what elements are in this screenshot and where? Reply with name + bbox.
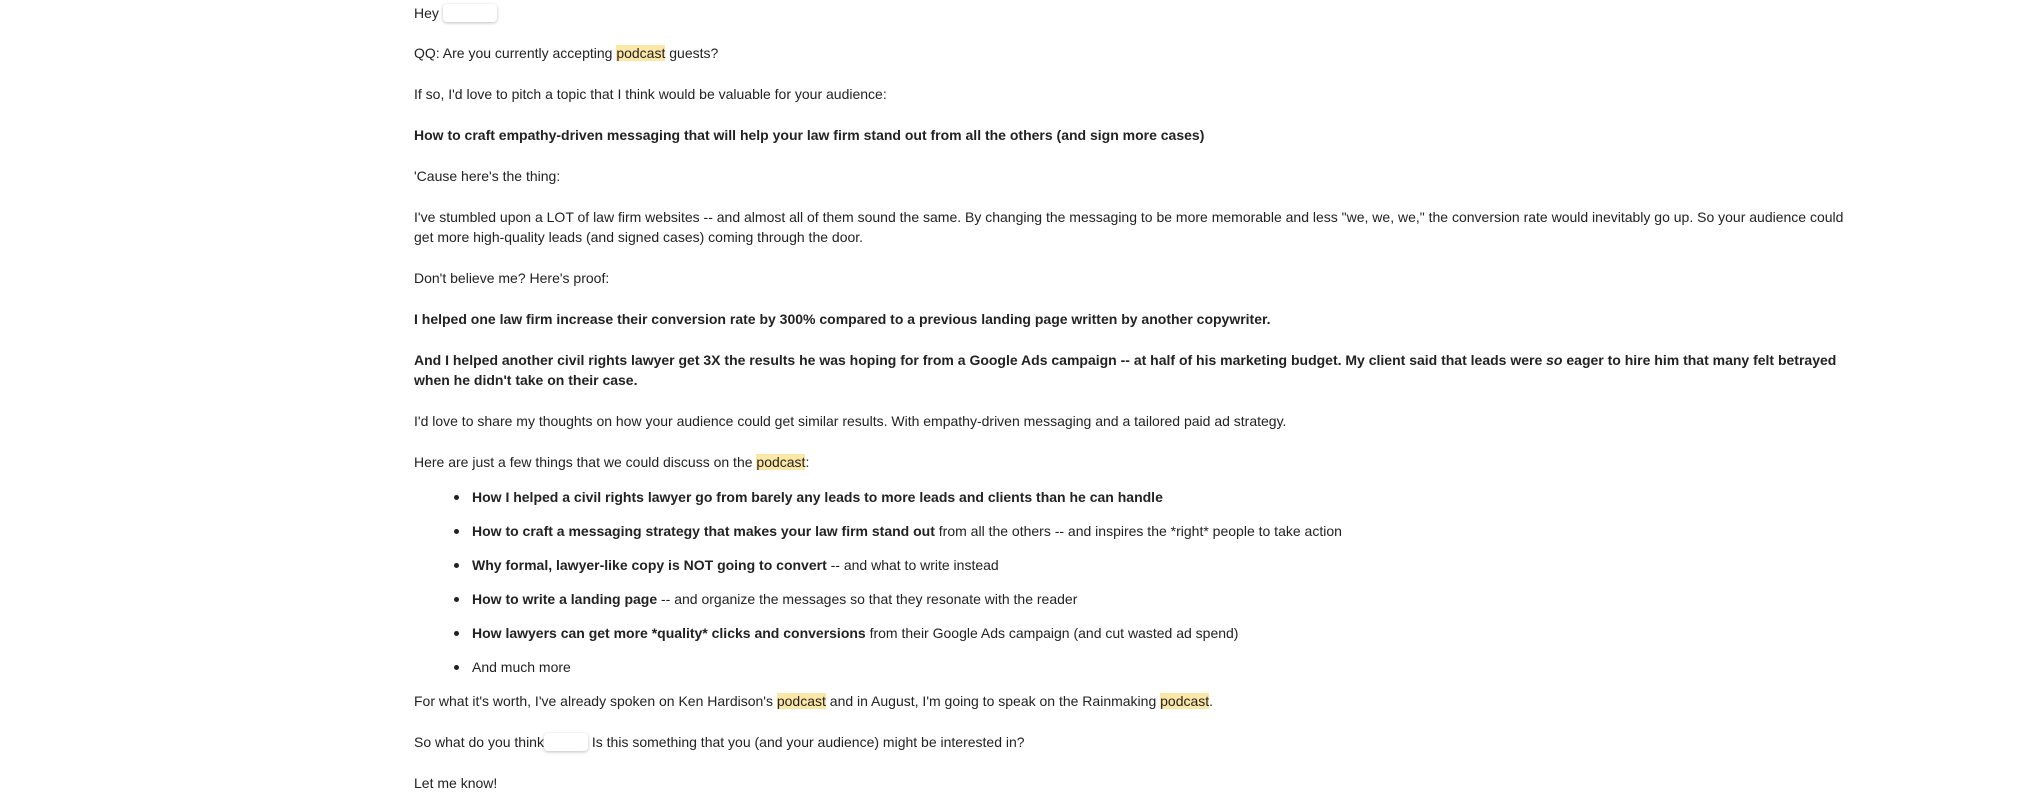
- list-item-bold: How lawyers can get more *quality* clicks and conversions: [472, 625, 866, 641]
- paragraph-cause: 'Cause here's the thing:: [414, 168, 561, 184]
- things-text-before: Here are just a few things that we could discuss on the: [414, 454, 757, 470]
- helped-another-italic: so: [1546, 352, 1563, 368]
- helped-another-part2: eager to hire him that many felt betrayed when he didn't take on their case.: [414, 352, 1837, 388]
- list-item: [472, 623, 1238, 643]
- paragraph-proof: Don't believe me? Here's proof:: [414, 270, 610, 286]
- list-item-bold: How to craft a messaging strategy that makes your law firm stand out: [472, 523, 935, 539]
- paragraph-stumbled: I've stumbled upon a LOT of law firm websites -- and almost all of them sound the same. By changing the messaging to be more memorable and less "we, we, we," the conversion rate would inevitably go up. So your audience could get more high-quality leads (and signed cases) coming through the door.: [414, 209, 1844, 245]
- paragraph-things: [414, 452, 809, 472]
- highlight-podcast: podcast: [776, 693, 826, 709]
- list-item-rest: -- and organize the messages so that they resonate with the reader: [657, 591, 1078, 607]
- paragraph-helped-one: I helped one law firm increase their conversion rate by 300% compared to a previous landing page written by another copywriter.: [414, 311, 1271, 327]
- highlight-podcast: podcast: [1160, 693, 1210, 709]
- list-item: [472, 487, 1163, 507]
- list-item-rest: -- and what to write instead: [826, 557, 999, 573]
- worth-part2: and in August, I'm going to speak on the Rainmaking: [825, 693, 1161, 709]
- list-item: [472, 589, 1077, 609]
- think-part2: Is this something that you (and your audience) might be interested in?: [587, 734, 1025, 750]
- paragraph-let-me-know: Let me know!: [414, 775, 498, 791]
- greeting-text: Hey: [414, 5, 439, 21]
- list-item-rest: And much more: [472, 659, 571, 675]
- worth-part3: .: [1209, 693, 1214, 709]
- worth-part1: For what it's worth, I've already spoken on Ken Hardison's: [414, 693, 777, 709]
- highlight-podcast: podcast: [756, 454, 806, 470]
- highlight-podcast: podcast: [616, 45, 666, 61]
- paragraph-worth: [414, 691, 1213, 711]
- list-item-bold: How to write a landing page: [472, 591, 658, 607]
- paragraph-share: I'd love to share my thoughts on how your audience could get similar results. With empathy-driven messaging and a tailored paid ad strategy.: [414, 413, 1287, 429]
- list-item: [472, 657, 571, 677]
- think-part1: So what do you think: [414, 734, 544, 750]
- helped-another-part1: And I helped another civil rights lawyer get 3X the results he was hoping for from a Google Ads campaign -- at half of his marketing budget. My client said that leads were: [414, 352, 1547, 368]
- things-text-after: :: [805, 454, 810, 470]
- paragraph-think: [414, 732, 1025, 752]
- paragraph-helped-another: [414, 350, 1844, 390]
- list-item: [472, 555, 999, 575]
- redacted-name: [544, 733, 588, 751]
- paragraph-topic: How to craft empathy-driven messaging that will help your law firm stand out from all the others (and sign more cases): [414, 127, 1205, 143]
- greeting-line: [414, 3, 497, 23]
- redacted-name: [443, 4, 497, 22]
- paragraph-pitch: If so, I'd love to pitch a topic that I think would be valuable for your audience:: [414, 86, 887, 102]
- list-item-bold: Why formal, lawyer-like copy is NOT going to convert: [472, 557, 827, 573]
- list-item-rest: from their Google Ads campaign (and cut wasted ad spend): [865, 625, 1239, 641]
- list-item-rest: from all the others -- and inspires the *right* people to take action: [934, 523, 1342, 539]
- paragraph-qq: [414, 43, 718, 63]
- list-item-bold: How I helped a civil rights lawyer go from barely any leads to more leads and clients than he can handle: [472, 489, 1163, 505]
- qq-text-after: guests?: [665, 45, 719, 61]
- qq-text-before: QQ: Are you currently accepting: [414, 45, 617, 61]
- list-item: [472, 521, 1342, 541]
